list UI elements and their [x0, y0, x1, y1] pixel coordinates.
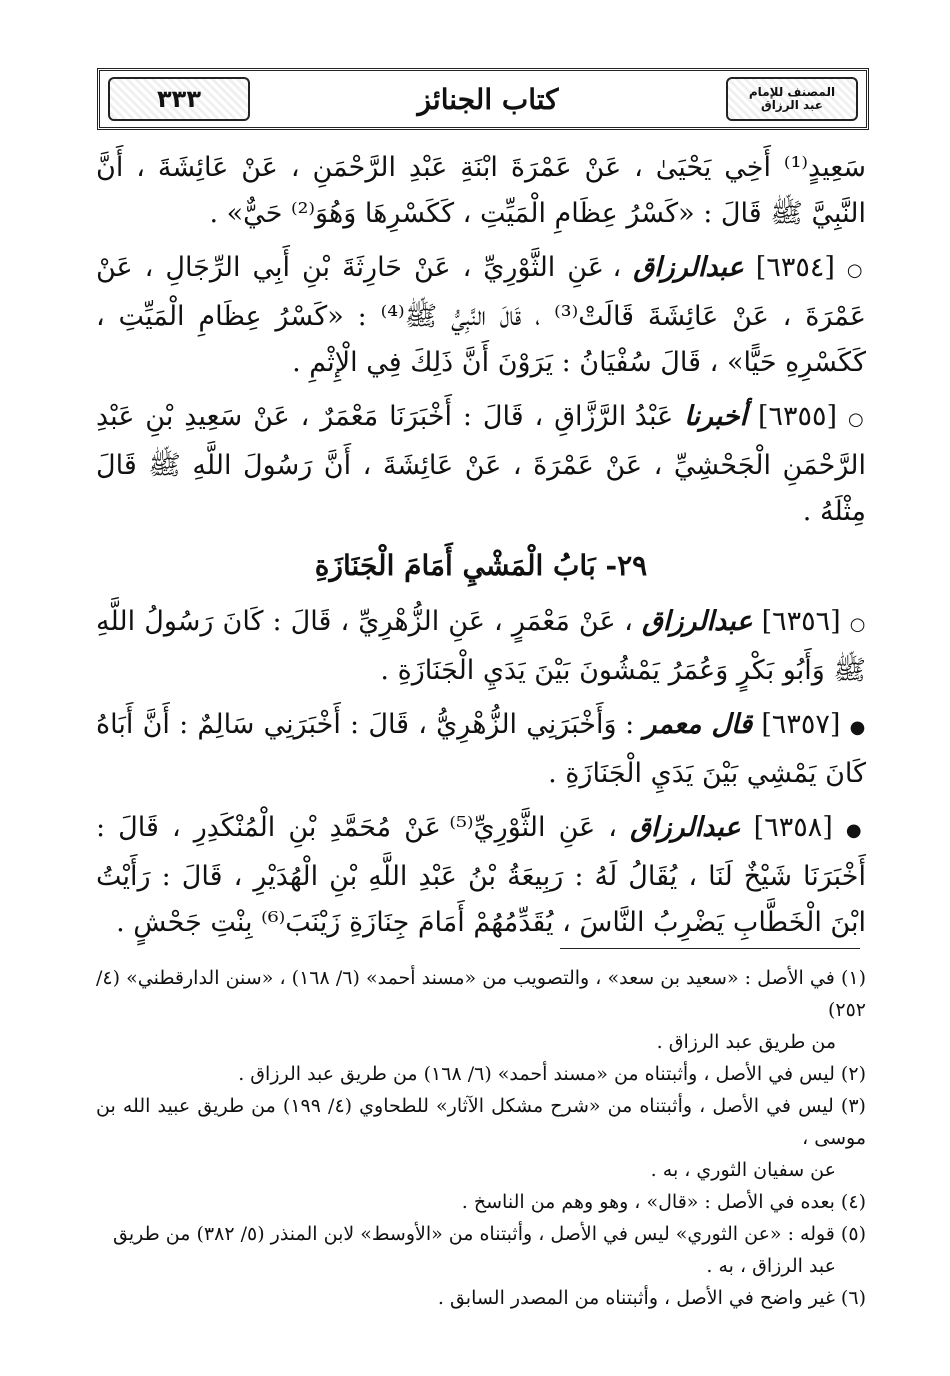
- footnote-4: (٤) بعده في الأصل : «قال» ، وهو وهم من الناسخ .: [461, 1191, 866, 1213]
- hadith-continuation: [96, 145, 866, 237]
- hadith-marker: ○: [846, 260, 866, 281]
- page-title: كتاب الجنائز: [417, 82, 559, 116]
- hadith-text: ، عَنْ مَعْمَرٍ ، عَنِ الزُّهْرِيِّ ، قَالَ : كَانَ رَسُولُ اللَّهِ ﷺ وَأَبُو بَكْرٍ وَعُمَرُ يَمْشُونَ بَيْنَ يَدَيِ الْجَنَازَةِ .: [96, 606, 866, 686]
- hadith-number: [٦٣٥٦]: [761, 606, 841, 637]
- main-text: [96, 145, 866, 954]
- footnote-1-cont: من طريق عبد الرزاق .: [656, 1031, 836, 1053]
- hadith-marker: ○: [849, 614, 866, 635]
- hadith-6356: [96, 599, 866, 694]
- hadith-source: عبدالرزاق: [630, 812, 741, 843]
- footnotes: [96, 962, 866, 1314]
- footnote-6: (٦) غير واضح في الأصل ، وأثبتناه من المصدر السابق .: [437, 1287, 866, 1309]
- hadith-6354: [96, 245, 866, 386]
- book-logo-text: المصنف للإمام عبد الرزاق: [748, 85, 836, 112]
- hadith-text: عَبْدُ الرَّزَّاقِ ، قَالَ : أَخْبَرَنَا مَعْمَرٌ ، عَنْ سَعِيدِ بْنِ عَبْدِ الرَّحْمَنِ الْجَحْشِيِّ ، عَنْ عَمْرَةَ ، عَنْ عَائِشَةَ ، أَنَّ رَسُولَ اللَّهِ ﷺ قَالَ مِثْلَهُ .: [96, 401, 866, 527]
- hadith-6355: [96, 394, 866, 535]
- hadith-source: أخبرنا: [684, 401, 748, 432]
- hadith-text: : وَأَخْبَرَنِي الزُّهْرِيُّ ، قَالَ : أَخْبَرَنِي سَالِمٌ : أَنَّ أَبَاهُ كَانَ يَمْشِي بَيْنَ يَدَيِ الْجَنَازَةِ .: [96, 709, 866, 789]
- hadith-marker: ●: [849, 717, 866, 738]
- hadith-source: قال معمر: [643, 709, 753, 740]
- hadith-6357: [96, 702, 866, 797]
- hadith-number: [٦٣٥٧]: [761, 709, 841, 740]
- chapter-heading: ٢٩- بَابُ الْمَشْيِ أَمَامَ الْجَنَازَةِ: [314, 549, 648, 582]
- footnote-5-cont: عبد الرزاق ، به .: [706, 1255, 836, 1277]
- hadith-source: عبدالرزاق: [633, 252, 744, 283]
- hadith-number: [٦٣٥٥]: [757, 401, 838, 432]
- footnote-5: (٥) قوله : «عن الثوري» ليس في الأصل ، وأثبتناه من «الأوسط» لابن المنذر (٥/ ٣٨٢) من طريق: [113, 1223, 866, 1245]
- hadith-text: ، عَنِ الثَّوْرِيِّ ، عَنْ حَارِثَةَ بْنِ أَبِي الرِّجَالِ ، عَنْ عَمْرَةَ ، عَنْ عَائِشَةَ قَالَتْ⁽³⁾ ، قَالَ النَّبِيُّ ﷺ⁽⁴⁾ : «كَسْرُ عِظَامِ الْمَيِّتِ ، كَكَسْرِهِ حَيًّا» ، قَالَ سُفْيَانُ : يَرَوْنَ أَنَّ ذَلِكَ فِي الْإِثْمِ .: [96, 252, 866, 378]
- footnote-1: (١) في الأصل : «سعيد بن سعد» ، والتصويب من «مسند أحمد» (٦/ ١٦٨) ، «سنن الدارقطني» (٤/ ٢٥٢): [96, 967, 866, 1021]
- hadith-number: [٦٣٥٤]: [755, 252, 835, 283]
- book-logo: [726, 77, 858, 121]
- hadith-source: عبدالرزاق: [641, 606, 753, 637]
- hadith-text: ، عَنِ الثَّوْرِيِّ⁽⁵⁾ عَنْ مُحَمَّدِ بْنِ الْمُنْكَدِرِ ، قَالَ : أَخْبَرَنَا شَيْخٌ لَنَا ، يُقَالُ لَهُ : رَبِيعَةُ بْنُ عَبْدِ اللَّهِ بْنِ الْهُدَيْرِ ، قَالَ : رَأَيْتُ ابْنَ الْخَطَّابِ يَضْرِبُ النَّاسَ ، يُقَدِّمُهُمْ أَمَامَ جِنَازَةِ زَيْنَبَ⁽⁶⁾ بِنْتِ جَحْشٍ .: [96, 812, 866, 938]
- hadith-6358: [96, 805, 866, 946]
- footnote-3: (٣) ليس في الأصل ، وأثبتناه من «شرح مشكل الآثار» للطحاوي (٤/ ١٩٩) من طريق عبيد الله بن موسى ،: [96, 1095, 866, 1149]
- hadith-text: سَعِيدٍ⁽¹⁾ أَخِي يَحْيَىٰ ، عَنْ عَمْرَةَ ابْنَةِ عَبْدِ الرَّحْمَنِ ، عَنْ عَائِشَةَ ، أَنَّ النَّبِيَّ ﷺ قَالَ : «كَسْرُ عِظَامِ الْمَيِّتِ ، كَكَسْرِهَا وَهُوَ⁽²⁾ حَيٌّ» .: [96, 152, 866, 229]
- hadith-marker: ●: [845, 820, 866, 841]
- page-header: [97, 68, 869, 130]
- footnote-3-cont: عن سفيان الثوري ، به .: [650, 1159, 836, 1181]
- footnote-2: (٢) ليس في الأصل ، وأثبتناه من «مسند أحمد» (٦/ ١٦٨) من طريق عبد الرزاق .: [238, 1063, 866, 1085]
- hadith-marker: ○: [847, 409, 866, 430]
- hadith-number: [٦٣٥٨]: [753, 812, 833, 843]
- page-number: ٣٣٣: [108, 77, 250, 121]
